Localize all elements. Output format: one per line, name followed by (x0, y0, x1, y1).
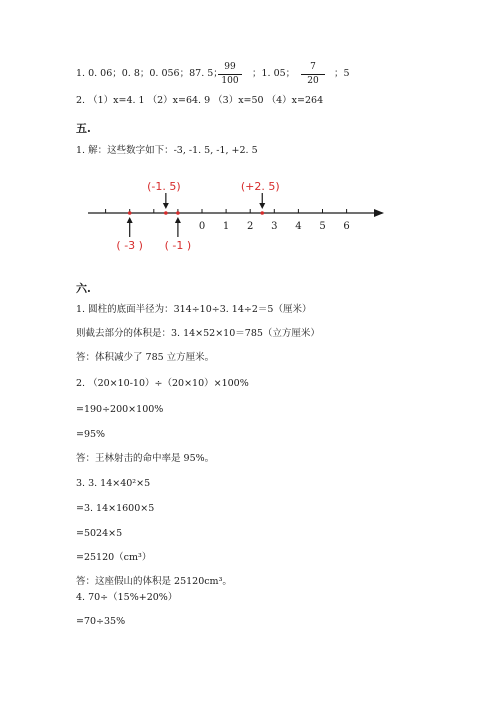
answer-6-line-10: =5024×5 (76, 528, 123, 539)
number-line-arrowhead (374, 209, 384, 217)
answer-6-line-2: 则截去部分的体积是：3. 14×52×10＝785（立方厘米） (76, 328, 320, 339)
fraction-denominator: 100 (221, 76, 239, 86)
answer-6-line-3: 答：体积减少了 785 立方厘米。 (76, 352, 215, 363)
answer-6-line-4: 2. （20×10-10）÷（20×10）×100% (76, 378, 249, 389)
answer-4-1-part-a: 1. 0. 06；0. 8；0. 056；87. 5； (76, 68, 223, 79)
fraction-numerator: 7 (310, 62, 316, 72)
answer-6-line-6: =95% (76, 429, 106, 440)
answer-6-line-14: =70÷35% (76, 616, 126, 627)
point-marker (164, 211, 168, 215)
arrowhead (163, 203, 169, 209)
point-marker (176, 211, 180, 215)
arrowhead (259, 203, 265, 209)
answer-6-line-8: 3. 3. 14×40²×5 (76, 478, 151, 489)
tick-label: 3 (271, 221, 278, 232)
section-5-heading: 五. (76, 122, 91, 135)
tick-label: 6 (343, 221, 350, 232)
arrowhead (127, 217, 133, 223)
answer-6-line-12: 答：这座假山的体积是 25120cm³。 (76, 576, 232, 587)
answer-4-1-part-b: ；1. 05； (252, 68, 296, 79)
tick-label: 1 (222, 221, 230, 232)
fraction-numerator: 99 (224, 62, 236, 72)
answer-4-2: 2. （1）x=4. 1 （2）x=64. 9 （3）x=50 （4）x=264 (76, 95, 324, 106)
point-marker (128, 211, 132, 215)
tick-label: 5 (319, 221, 326, 232)
fraction-denominator: 20 (307, 76, 319, 86)
point-label: ( -1 ) (164, 239, 192, 252)
answer-6-line-5: =190÷200×100% (76, 404, 164, 415)
answer-6-line-9: =3. 14×1600×5 (76, 503, 155, 514)
answer-6-line-1: 1. 圆柱的底面半径为：314÷10÷3. 14÷2＝5（厘米） (76, 304, 312, 315)
point-label: (+2. 5) (240, 180, 280, 193)
answer-6-line-7: 答：王林射击的命中率是 95%。 (76, 453, 215, 464)
tick-label: 0 (198, 221, 206, 232)
tick-label: 4 (295, 221, 302, 232)
answer-6-line-11: =25120（cm³） (76, 552, 152, 563)
point-marker (260, 211, 264, 215)
point-label: ( -3 ) (116, 239, 143, 252)
point-label: (-1. 5) (147, 180, 181, 193)
arrowhead (175, 217, 181, 223)
answer-5-1: 1. 解：这些数字如下：-3, -1. 5, -1, +2. 5 (76, 145, 258, 156)
answer-4-1-part-c: ；5 (334, 68, 350, 79)
answer-6-line-13: 4. 70÷（15%+20%） (76, 592, 178, 603)
section-6-heading: 六. (76, 282, 91, 295)
tick-label: 2 (247, 221, 254, 232)
